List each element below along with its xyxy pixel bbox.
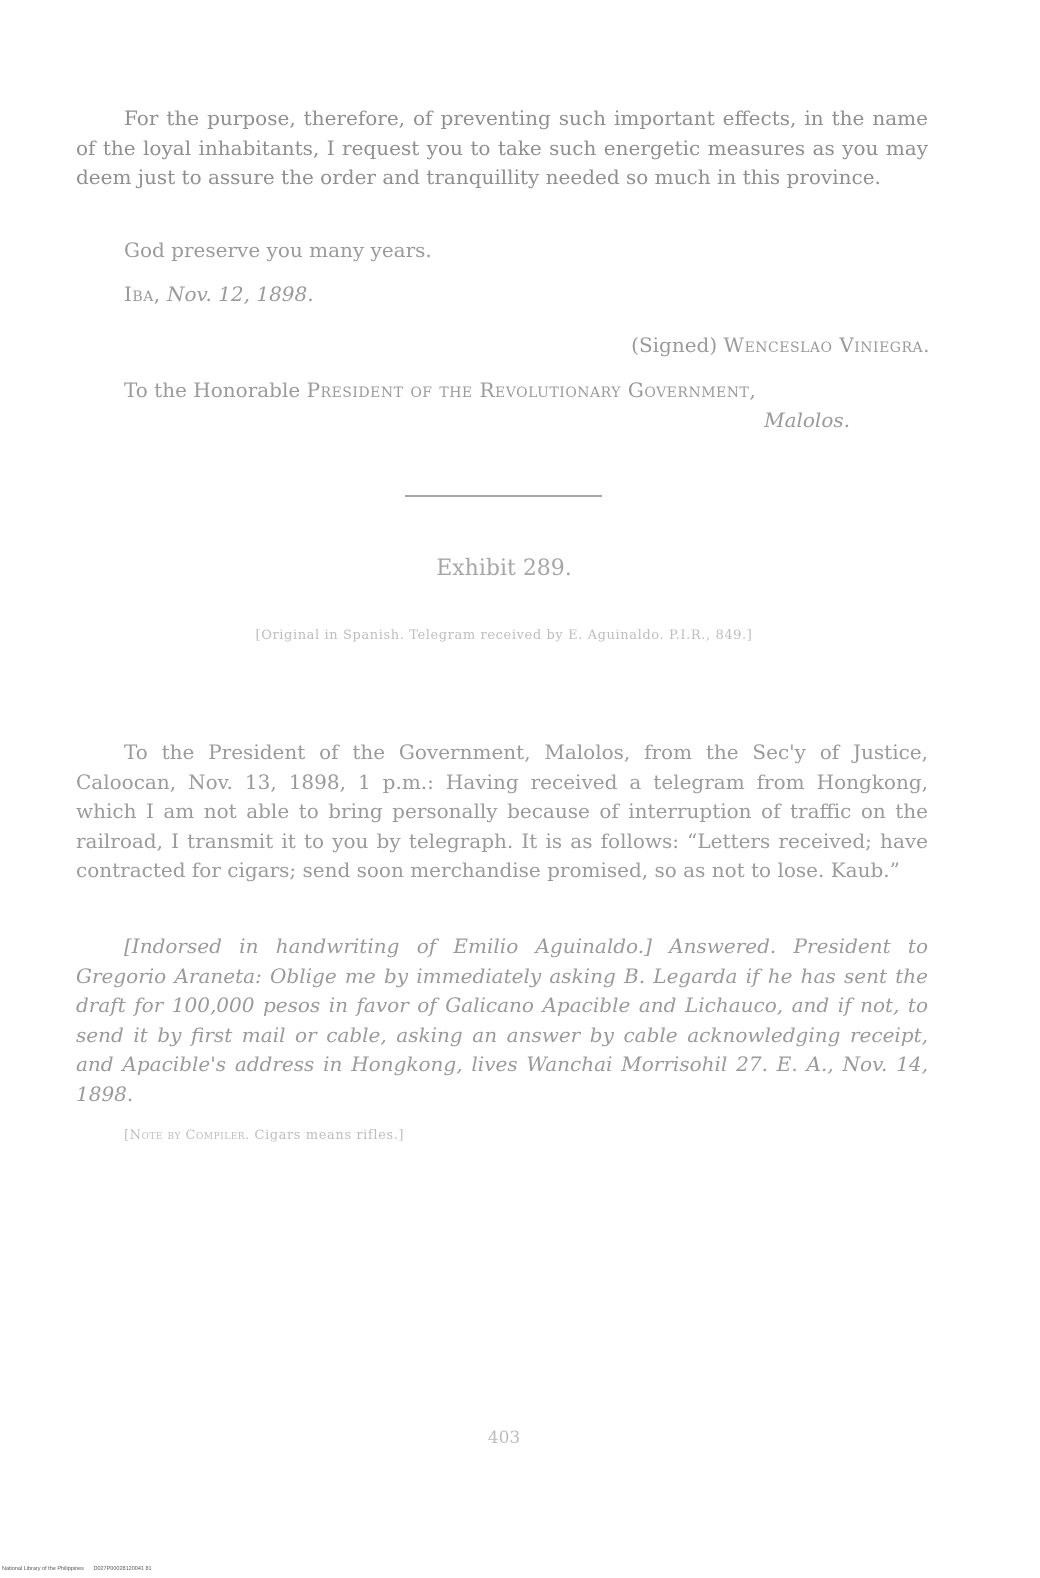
signature-line — [631, 333, 930, 357]
compiler-note-text: Cigars means rifles.] — [254, 1128, 405, 1143]
addressee-line — [124, 378, 756, 402]
compiler-note-label: [Note by Compiler. — [124, 1128, 250, 1143]
signed-label: (Signed) — [631, 333, 718, 357]
place-date-line — [124, 282, 314, 306]
signer-name: Wenceslao Viniegra. — [723, 333, 930, 357]
section-divider — [405, 495, 602, 497]
source-note: [Original in Spanish. Telegram received by E. Aguinaldo. P.I.R., 849.] — [255, 628, 753, 643]
paragraph-telegram: To the President of the Government, Malolos, from the Sec'y of Justice, Caloocan, Nov. 13, 1898, 1 p.m.: Having received a telegram from Hongkong, which I am not able to bring personally because of interruption of traffic on the railroad, I transmit it to you by telegraph. It is as follows: “Letters received; have contracted for cigars; send soon merchandise promised, so as not to lose. Kaub.” — [76, 740, 928, 882]
date: Nov. 12, 1898. — [167, 282, 314, 306]
exhibit-heading: Exhibit 289. — [436, 556, 572, 581]
footer-code: D027P00028120041 81 — [93, 1566, 152, 1572]
paragraph-purpose: For the purpose, therefore, of preventing such important effects, in the name of the loyal inhabitants, I request you to take such energetic measures as you may deem just to assure the order and tranquillity needed so much in this province. — [76, 106, 928, 189]
footer-source: National Library of the Philippines — [2, 1566, 84, 1572]
addressee-place: Malolos. — [764, 408, 850, 432]
scan-footer — [2, 1566, 160, 1572]
paragraph-closing: God preserve you many years. — [124, 238, 432, 262]
addressee-title: President of the Revolutionary Government, — [306, 378, 757, 402]
paragraph-indorsement: [Indorsed in handwriting of Emilio Aguinaldo.] Answered. President to Gregorio Araneta: Oblige me by immediately asking B. Legarda if he has sent the draft for 100,000 pesos in favor of Galicano Apacible and Lichauco, and if not, to send it by first mail or cable, asking an answer by cable acknowledging receipt, and Apacible's address in Hongkong, lives Wanchai Morrisohil 27. E. A., Nov. 14, 1898. — [76, 934, 928, 1106]
page-number: 403 — [487, 1428, 521, 1448]
compiler-note — [124, 1128, 404, 1143]
place: Iba, — [124, 282, 161, 306]
addressee-prefix: To the Honorable — [124, 378, 301, 402]
